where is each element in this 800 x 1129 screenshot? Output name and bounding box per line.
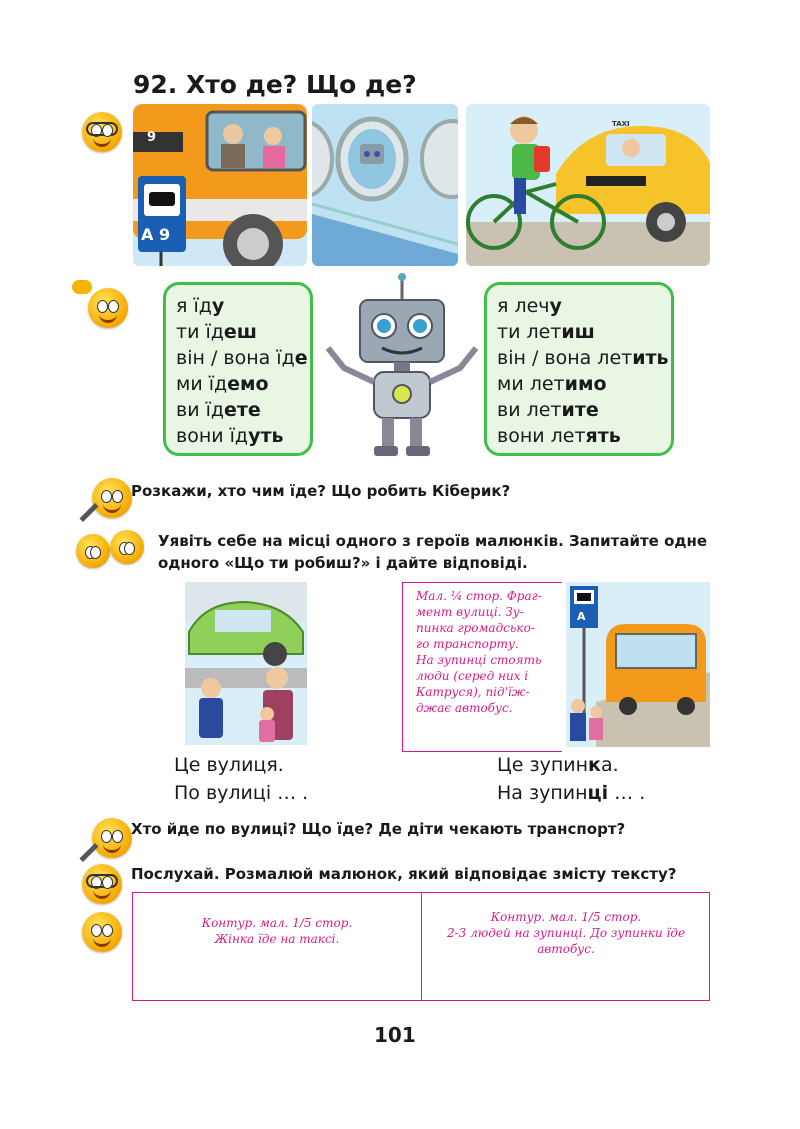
- conj-idu-ending: ете: [224, 399, 261, 421]
- microphone-icon: [79, 503, 98, 522]
- task-2-line1: Уявіть себе на місці одного з героїв малюнків. Запитайте одне: [158, 532, 708, 550]
- bus-illustration: [133, 104, 307, 266]
- robot-kiberyk-illustration: [318, 272, 486, 460]
- conjugation-table-idu: [163, 282, 313, 456]
- bicycle-taxi-illustration: [466, 104, 710, 266]
- smiley-headphones-icon: [82, 912, 122, 952]
- conj-lechu-row-1: [497, 293, 671, 319]
- conj-lechu-stem: ви лет: [497, 399, 562, 421]
- conj-idu-row-6: [176, 423, 310, 449]
- box-left-line-1: Контур. мал. 1/5 стор.: [201, 916, 353, 930]
- conj-idu-row-1: [176, 293, 310, 319]
- bus-number: 9: [147, 130, 157, 145]
- smiley-microphone-icon-2: [92, 818, 132, 858]
- pointing-hand-icon: [72, 280, 92, 294]
- conj-idu-ending: е: [294, 347, 308, 369]
- conj-idu-ending: еш: [223, 321, 257, 343]
- task-3-text: Хто йде по вулиці? Що їде? Де діти чекають транспорт?: [131, 820, 626, 838]
- conj-idu-row-4: [176, 371, 310, 397]
- sentence-stop-1: Це зупинка.: [497, 754, 619, 776]
- note-street-line-2: мент вулиці. Зу-: [416, 605, 524, 619]
- smiley-microphone-icon: [92, 478, 132, 518]
- conj-lechu-ending: ить: [632, 347, 669, 369]
- task-2-line2: одного «Що ти робиш?» і дайте відповіді.: [158, 554, 528, 572]
- lesson-title: 92. Хто де? Що де?: [133, 70, 417, 99]
- conj-idu-row-5: [176, 397, 310, 423]
- note-street-line-6: люди (серед них і: [416, 669, 529, 683]
- conj-lechu-stem: він / вона лет: [497, 347, 633, 369]
- taxi-sign: TAXI: [612, 120, 630, 128]
- conj-lechu-row-6: [497, 423, 671, 449]
- conj-lechu-row-3: [497, 345, 671, 371]
- street-illustration: [185, 582, 307, 745]
- conj-lechu-row-2: [497, 319, 671, 345]
- stop-sign-letter: А: [577, 610, 586, 623]
- sentence-stop-2: На зупинці … .: [497, 782, 646, 804]
- conj-idu-stem: ви їд: [176, 399, 225, 421]
- smiley-pointing-icon: [88, 288, 128, 328]
- conj-lechu-ending: иш: [561, 321, 595, 343]
- note-street-line-8: джає автобус.: [416, 701, 513, 715]
- note-street-line-4: го транспорту.: [416, 637, 519, 651]
- sentence-street-2: По вулиці … .: [174, 782, 309, 804]
- sentence-street-1: Це вулиця.: [174, 754, 284, 776]
- microphone-icon-2: [79, 843, 98, 862]
- conj-idu-stem: вони їд: [176, 425, 249, 447]
- conj-idu-row-2: [176, 319, 310, 345]
- box-left-line-2: Жінка їде на таксі.: [214, 932, 340, 946]
- conj-idu-stem: я їд: [176, 295, 212, 317]
- task-1-text: Розкажи, хто чим їде? Що робить Кіберик?: [131, 482, 511, 500]
- airplane-illustration: [312, 104, 458, 266]
- note-street-line-1: Мал. ¼ стор. Фраг-: [416, 589, 542, 603]
- illustration-note-text: [416, 588, 558, 716]
- bus-stop-sign-text: А 9: [141, 225, 171, 244]
- conj-lechu-ending: имо: [564, 373, 607, 395]
- conj-lechu-ending: ять: [585, 425, 621, 447]
- conj-idu-stem: ми їд: [176, 373, 228, 395]
- smiley-glasses-icon: [82, 112, 122, 152]
- conjugation-table-lechu: [484, 282, 674, 456]
- note-street-line-3: пинка громадсько-: [416, 621, 535, 635]
- conj-idu-stem: він / вона їд: [176, 347, 295, 369]
- note-street-line-5: На зупинці стоять: [416, 653, 542, 667]
- note-street-line-7: Катруся), під'їж-: [416, 685, 530, 699]
- task-4-text: Послухай. Розмалюй малюнок, який відповідає змісту тексту?: [131, 865, 677, 883]
- conj-lechu-row-5: [497, 397, 671, 423]
- conj-idu-ending: уть: [248, 425, 284, 447]
- bus-stop-illustration: [566, 582, 710, 747]
- box-right-line-3: автобус.: [537, 942, 595, 956]
- smiley-pair-right-icon: [110, 530, 144, 564]
- conj-lechu-stem: вони лет: [497, 425, 586, 447]
- smiley-glasses-icon-2: [82, 864, 122, 904]
- page-number: 101: [374, 1023, 416, 1047]
- coloring-box-right[interactable]: [422, 909, 710, 957]
- conj-idu-stem: ти їд: [176, 321, 224, 343]
- conj-idu-ending: емо: [227, 373, 269, 395]
- conj-idu-ending: у: [211, 295, 225, 317]
- conj-lechu-stem: ти лет: [497, 321, 562, 343]
- box-right-line-2: 2-3 людей на зупинці. До зупинки їде: [446, 926, 686, 940]
- conj-idu-row-3: [176, 345, 310, 371]
- conj-lechu-row-4: [497, 371, 671, 397]
- conj-lechu-ending: ите: [561, 399, 599, 421]
- conj-lechu-stem: я леч: [497, 295, 550, 317]
- coloring-box-left[interactable]: [133, 915, 421, 947]
- conj-lechu-stem: ми лет: [497, 373, 565, 395]
- smiley-pair-left-icon: [76, 534, 110, 568]
- conj-lechu-ending: у: [549, 295, 562, 317]
- box-right-line-1: Контур. мал. 1/5 стор.: [490, 910, 642, 924]
- coloring-boxes: [132, 892, 710, 1001]
